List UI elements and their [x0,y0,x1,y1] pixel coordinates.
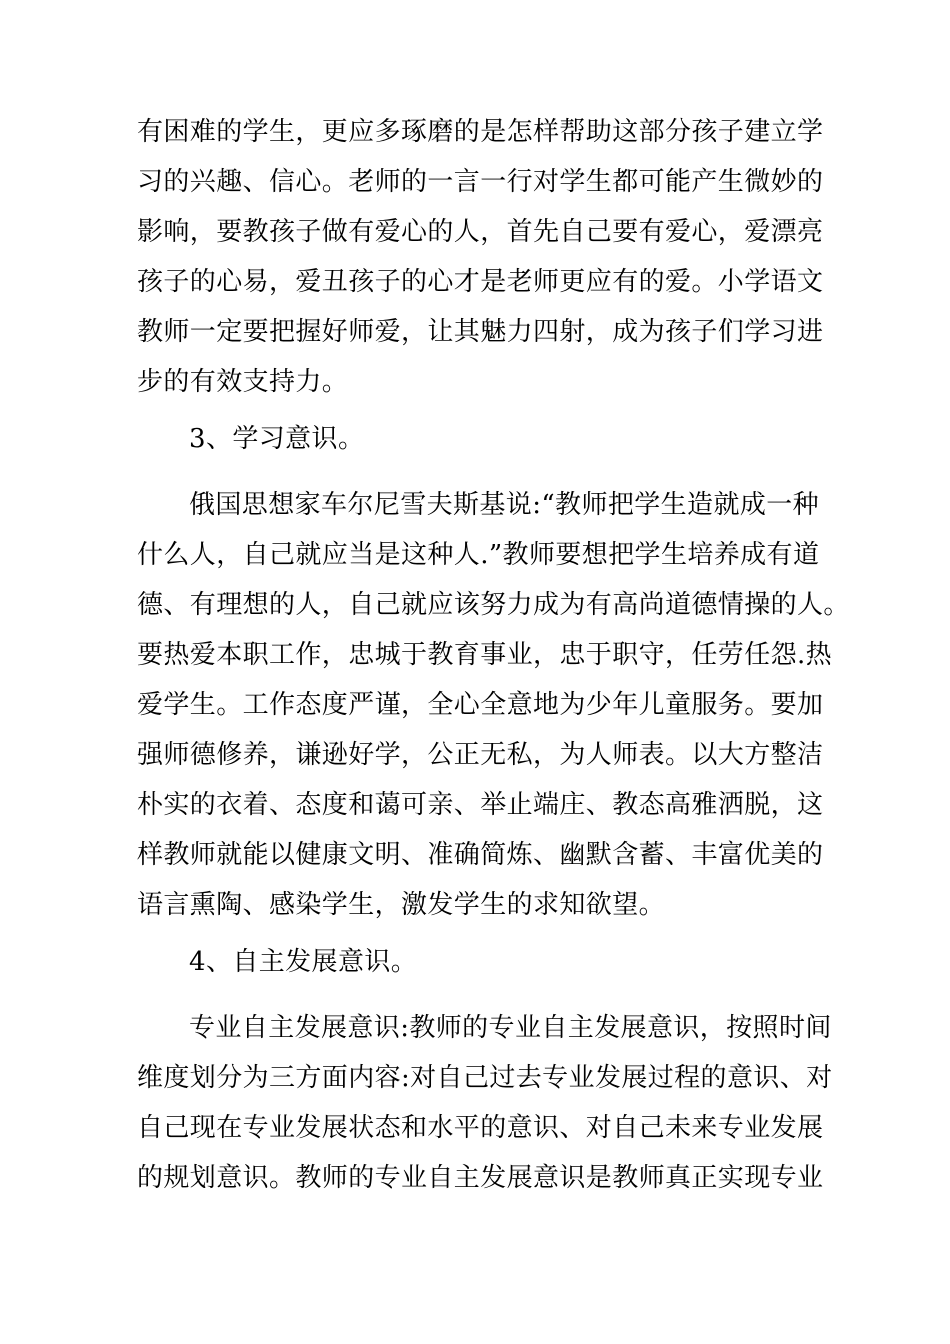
text-line: 影响，要教孩子做有爱心的人，首先自己要有爱心，爱漂亮 [137,217,824,247]
text-line: 朴实的衣着、态度和蔼可亲、举止端庄、教态高雅洒脱，这 [137,790,824,820]
text-line: 维度划分为三方面内容:对自己过去专业发展过程的意识、对 [137,1063,833,1093]
text-line: 样教师就能以健康文明、准确简炼、幽默含蓄、丰富优美的 [137,840,824,870]
text-line: 的规划意识。教师的专业自主发展意识是教师真正实现专业 [137,1163,824,1193]
text-line: 什么人，自己就应当是这种人.”教师要想把学生培养成有道 [137,540,820,570]
text-line: 教师一定要把握好师爱，让其魅力四射，成为孩子们学习进 [137,317,824,347]
text-line: 德、有理想的人，自己就应该努力成为有高尚道德情操的人。 [137,590,850,620]
text-line: 习的兴趣、信心。老师的一言一行对学生都可能产生微妙的 [137,167,824,197]
text-line: 步的有效支持力。 [137,367,349,397]
text-line: 强师德修养，谦逊好学，公正无私，为人师表。以大方整洁 [137,740,824,770]
text-line: 孩子的心易，爱丑孩子的心才是老师更应有的爱。小学语文 [137,267,824,297]
text-line: 有困难的学生，更应多琢磨的是怎样帮助这部分孩子建立学 [137,117,824,147]
text-line: 自己现在专业发展状态和水平的意识、对自己未来专业发展 [137,1113,824,1143]
section-heading-3: 3、学习意识。 [189,424,365,454]
text-line: 爱学生。工作态度严谨，全心全意地为少年儿童服务。要加 [137,690,824,720]
text-line: 语言熏陶、感染学生，激发学生的求知欲望。 [137,890,666,920]
section-heading-4: 4、自主发展意识。 [189,947,418,977]
text-line: 专业自主发展意识:教师的专业自主发展意识，按照时间 [189,1013,832,1043]
text-line: 要热爱本职工作，忠城于教育事业，忠于职守，任劳任怨.热 [137,640,833,670]
text-line: 俄国思想家车尔尼雪夫斯基说:“教师把学生造就成一种 [189,490,820,520]
